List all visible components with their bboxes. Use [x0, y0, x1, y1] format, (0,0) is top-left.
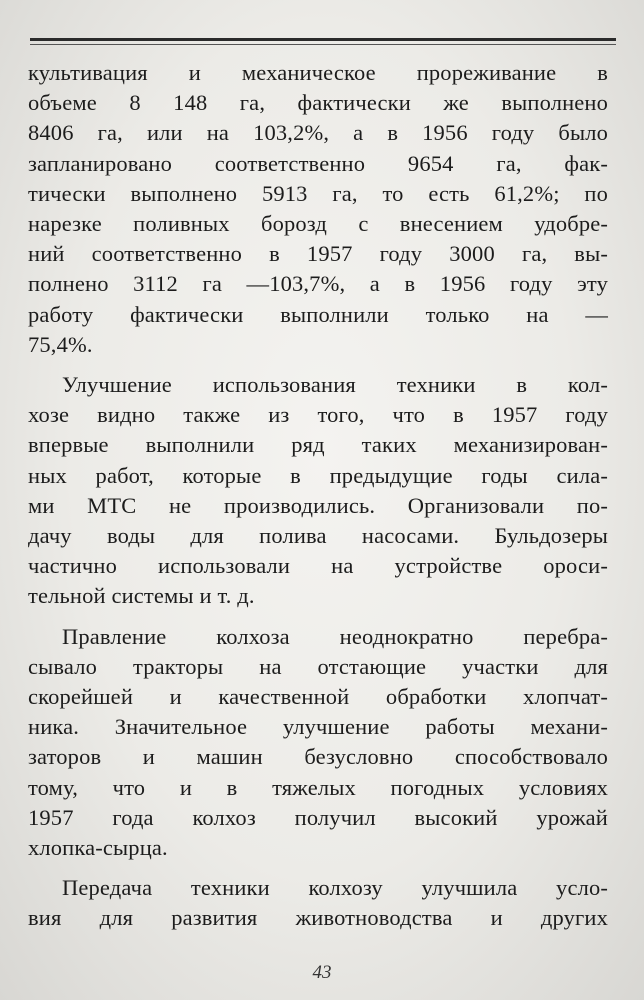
text-line: ний соответственно в 1957 году 3000 га, вы-: [28, 241, 608, 267]
paragraph-2: [28, 370, 608, 612]
text-line: культивация и механическое прореживание в: [28, 60, 608, 85]
text-line: Улучшение использования техники в кол-: [62, 372, 608, 398]
text-line: хлопка-сырца.: [28, 835, 168, 861]
text-line: нарезке поливных борозд с внесением удобре-: [28, 211, 608, 237]
body-text: [28, 58, 608, 934]
text-line: 8406 га, или на 103,2%, а в 1956 году было: [28, 120, 608, 146]
text-line: полнено 3112 га —103,7%, а в 1956 году эту: [28, 271, 608, 297]
text-line: тельной системы и т. д.: [28, 583, 255, 609]
paragraph-4: [28, 873, 608, 933]
text-line: сывало тракторы на отстающие участки для: [28, 653, 608, 679]
text-line: запланировано соответственно 9654 га, фак-: [28, 150, 608, 176]
text-line: ми МТС не производились. Организовали по-: [28, 492, 608, 518]
text-line: хозе видно также из того, что в 1957 году: [28, 402, 608, 428]
header-rule: [30, 38, 616, 41]
text-line: Передача техники колхозу улучшила усло-: [62, 875, 608, 901]
header-rule-thin: [30, 44, 616, 45]
text-line: вия для развития животноводства и других: [28, 905, 608, 931]
text-line: частично использовали на устройстве ороси-: [28, 553, 608, 579]
text-line: объеме 8 148 га, фактически же выполнено: [28, 90, 608, 116]
text-line: работу фактически выполнили только на —: [28, 301, 608, 327]
text-line: 75,4%.: [28, 331, 93, 357]
text-line: 1957 года колхоз получил высокий урожай: [28, 804, 608, 830]
text-line: тому, что и в тяжелых погодных условиях: [28, 774, 608, 800]
text-line: ника. Значительное улучшение работы механи-: [28, 714, 608, 740]
text-line: скорейшей и качественной обработки хлопчат-: [28, 684, 608, 710]
text-line: ных работ, которые в предыдущие годы сила-: [28, 462, 608, 488]
text-line: впервые выполнили ряд таких механизирован-: [28, 432, 608, 458]
text-line: тически выполнено 5913 га, то есть 61,2%; по: [28, 180, 608, 206]
text-line: Правление колхоза неоднократно перебра-: [62, 623, 608, 649]
page-number: 43: [312, 962, 332, 983]
paragraph-3: [28, 622, 608, 864]
paragraph-1: [28, 58, 608, 360]
text-line: дачу воды для полива насосами. Бульдозеры: [28, 523, 608, 549]
text-line: заторов и машин безусловно способствовало: [28, 744, 608, 770]
